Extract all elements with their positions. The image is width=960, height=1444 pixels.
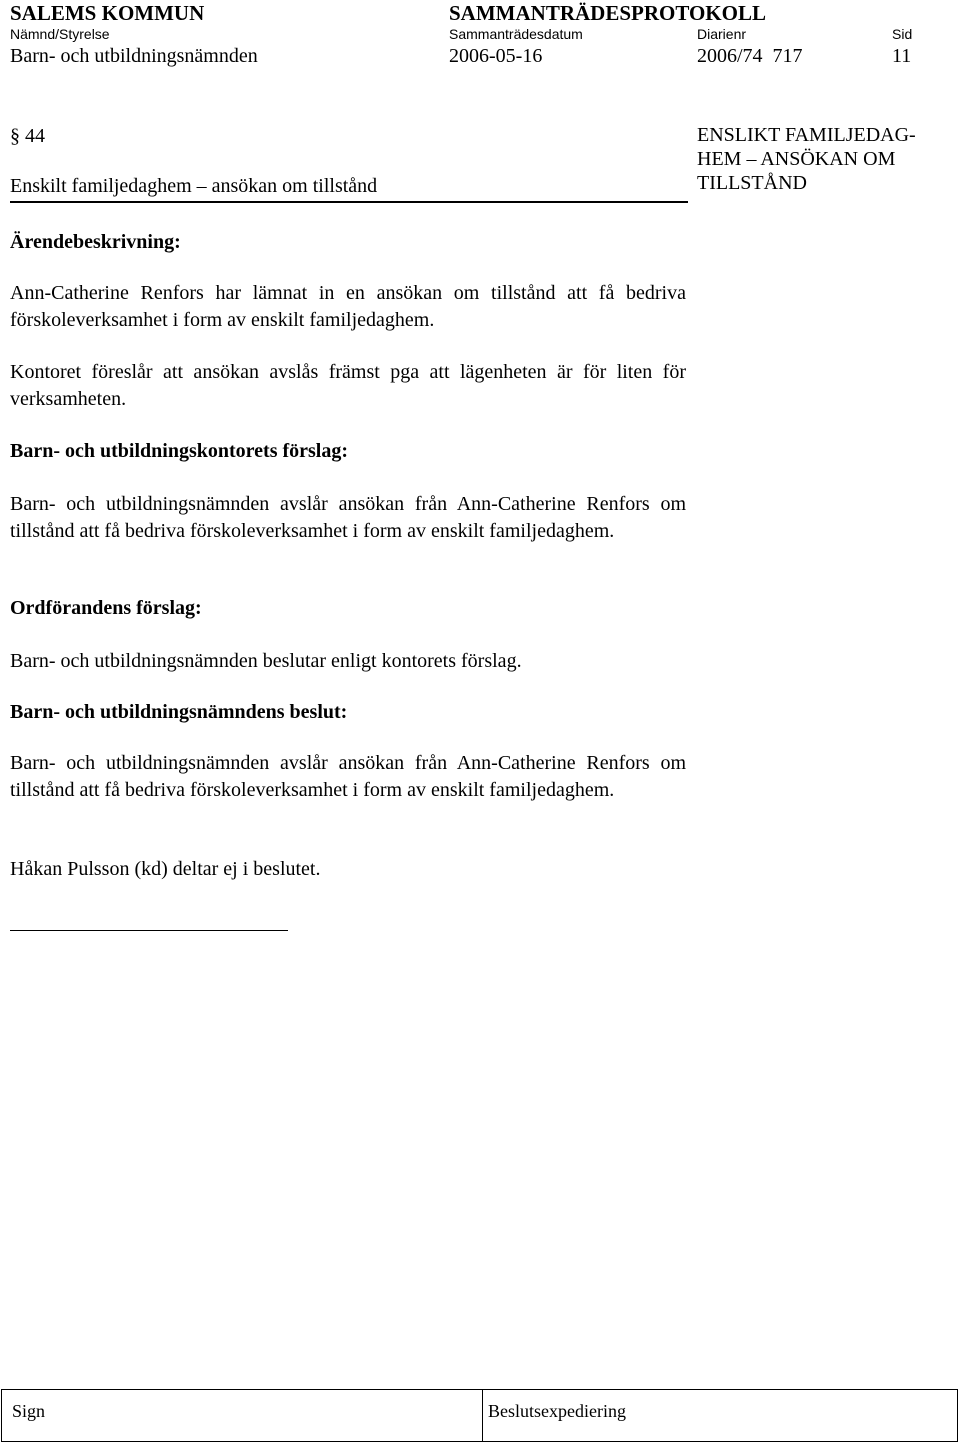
- section-number: § 44: [10, 125, 45, 147]
- title-underline: [10, 201, 688, 203]
- decision-heading: Barn- och utbildningsnämndens beslut:: [10, 701, 348, 723]
- meeting-date-label: Sammanträdesdatum: [449, 26, 583, 42]
- side-title-line: ENSLIKT FAMILJEDAG-: [697, 124, 916, 146]
- page-number: 11: [892, 45, 912, 67]
- description-paragraph-1: Ann-Catherine Renfors har lämnat in en ansökan om tillstånd att få bedriva förskoleverksamhet i form av enskilt familjedaghem.: [10, 282, 686, 331]
- chair-proposal-text: Barn- och utbildningsnämnden beslutar enligt kontorets förslag.: [10, 650, 522, 672]
- dispatch-label: Beslutsexpediering: [488, 1401, 626, 1421]
- description-heading: Ärendebeskrivning:: [10, 231, 181, 253]
- document-type: SAMMANTRÄDESPROTOKOLL: [449, 1, 766, 25]
- reg-no-value: 2006/74 717: [697, 45, 803, 67]
- sign-label: Sign: [12, 1401, 46, 1421]
- side-title-line: TILLSTÅND: [697, 172, 807, 194]
- side-title: [697, 123, 916, 195]
- office-proposal-heading: Barn- och utbildningskontorets förslag:: [10, 440, 349, 462]
- description-paragraph-2: Kontoret föreslår att ansökan avslås främst pga att lägenheten är för liten för verksamheten.: [10, 361, 686, 410]
- item-title: Enskilt familjedaghem – ansökan om tillstånd: [10, 175, 378, 197]
- municipality-name: SALEMS KOMMUN: [10, 1, 205, 25]
- page-label: Sid: [892, 26, 913, 42]
- footer-box: [1, 1389, 958, 1442]
- side-title-line: HEM – ANSÖKAN OM: [697, 148, 896, 170]
- abstain-note: Håkan Pulsson (kd) deltar ej i beslutet.: [10, 858, 321, 880]
- office-proposal-text: Barn- och utbildningsnämnden avslår ansökan från Ann-Catherine Renfors om tillstånd att få bedriva förskoleverksamhet i form av enskilt familjedaghem.: [10, 493, 686, 542]
- footer-divider: [482, 1390, 483, 1441]
- decision-text: Barn- och utbildningsnämnden avslår ansökan från Ann-Catherine Renfors om tillstånd att få bedriva förskoleverksamhet i form av enskilt familjedaghem.: [10, 752, 686, 801]
- meeting-date-value: 2006-05-16: [449, 45, 543, 67]
- chair-proposal-heading: Ordförandens förslag:: [10, 597, 202, 619]
- reg-no-label: Diarienr: [697, 26, 747, 42]
- board-value: Barn- och utbildningsnämnden: [10, 45, 258, 67]
- signature-line: [10, 930, 288, 931]
- board-label: Nämnd/Styrelse: [10, 26, 110, 42]
